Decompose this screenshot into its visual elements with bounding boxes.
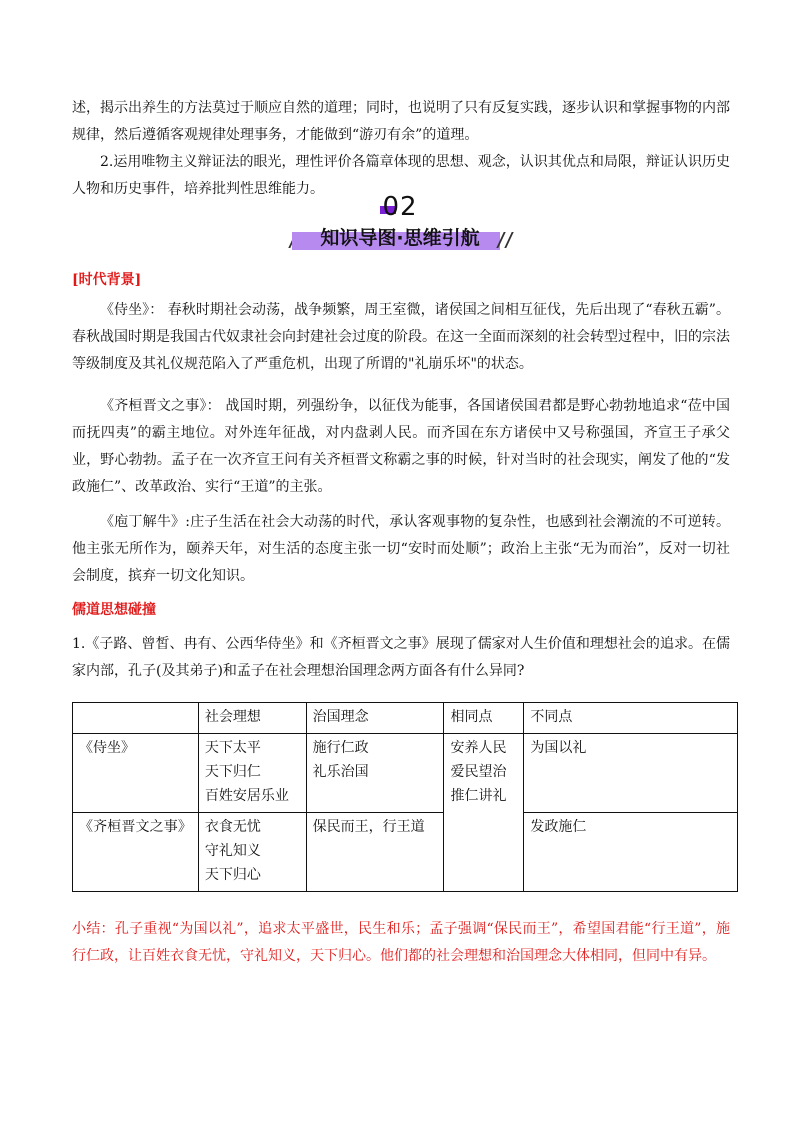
cell-text: 施行仁政 (312, 740, 369, 756)
table-header-cell: 相同点 (444, 703, 524, 734)
intro-paragraph-2: 2.运用唯物主义辩证法的眼光，理性评价各篇章体现的思想、观念，认识其优点和局限，辩证认识历史人物和历史事件，培养批判性思维能力。 (72, 154, 730, 197)
table-cell-policy (306, 734, 444, 813)
table-row (73, 813, 738, 892)
banner-title: 知识导图·思维引航 (320, 227, 480, 249)
cell-text: 发政施仁 (530, 819, 587, 835)
summary-text: 小结：孔子重视“为国以礼”，追求太平盛世，民生和乐；孟子强调“保民而王”，希望国君能“行王道”，施行仁政，让百姓衣食无忧，守礼知义，天下归心。他们都的社会理想和治国理念大体相同，但同中有异。 (72, 921, 730, 964)
cell-text: 爱民望治 (450, 764, 507, 780)
table-cell-ideal (198, 734, 306, 813)
table-cell-policy (306, 813, 444, 892)
cell-text: 衣食无忧 (204, 819, 261, 835)
cell-text: 保民而王，行王道 (312, 819, 425, 835)
table-row (73, 734, 738, 813)
confucian-question: 1.《子路、曾皙、冉有、公西华侍坐》和《齐桓晋文之事》展现了儒家对人生价值和理想社会的追求。在儒家内部，孔子(及其弟子)和孟子在社会理想治国理念两方面各有什么异同? (72, 636, 730, 679)
cell-text: 礼乐治国 (312, 764, 369, 780)
table-header-row (73, 703, 738, 734)
table-cell-common (444, 734, 524, 892)
cell-text: 天下归仁 (204, 764, 261, 780)
intro-paragraph-1: 述，揭示出养生的方法莫过于顺应自然的道理；同时，也说明了只有反复实践，逐步认识和掌握事物的内部规律，然后遵循客观规律处理事务，才能做到“游刃有余”的道理。 (72, 100, 730, 143)
table-header-cell: 社会理想 (198, 703, 306, 734)
table-header-cell: 不同点 (524, 703, 738, 734)
table-cell-name (73, 734, 199, 813)
banner-number: 02 (382, 192, 418, 222)
cell-text: 《侍坐》 (79, 740, 135, 756)
comparison-table (72, 702, 738, 892)
cell-text: 天下太平 (204, 740, 261, 756)
table-header-cell (73, 703, 199, 734)
cell-text: 为国以礼 (530, 740, 587, 756)
section-banner (0, 192, 800, 260)
background-heading: [时代背景] (72, 272, 142, 288)
confucian-heading: 儒道思想碰撞 (72, 602, 156, 618)
table-cell-ideal (198, 813, 306, 892)
table-header-cell: 治国理念 (306, 703, 444, 734)
cell-text: 百姓安居乐业 (204, 788, 289, 804)
table-cell-name (73, 813, 199, 892)
background-item-shizuo: 《侍坐》： 春秋时期社会动荡，战争频繁，周王室微，诸侯国之间相互征伐，先后出现了“春秋五霸”。春秋战国时期是我国古代奴隶社会向封建社会过度的阶段。在这一全面而深刻的社会转型过程中，旧的宗法等级制度及其礼仪规范陷入了严重危机，出现了所谓的"礼崩乐坏"的状态。 (72, 302, 730, 372)
background-item-qihuan: 《齐桓晋文之事》： 战国时期，列强纷争，以征伐为能事，各国诸侯国君都是野心勃勃地追求“莅中国而抚四夷”的霸主地位。对外连年征战，对内盘剥人民。而齐国在东方诸侯中又号称强国，齐宣王子承父业，野心勃勃。孟子在一次齐宣王问有关齐桓晋文称霸之事的时候，针对当时的社会现实，阐发了他的“发政施仁”、改革政治、实行“王道”的主张。 (72, 398, 730, 495)
cell-text: 推仁讲礼 (450, 788, 507, 804)
cell-text: 安养人民 (450, 740, 507, 756)
background-item-paoding: 《庖丁解牛》:庄子生活在社会大动荡的时代，承认客观事物的复杂性，也感到社会潮流的不可逆转。他主张无所作为，颐养天年，对生活的态度主张一切“安时而处顺”；政治上主张“无为而治”，反对一切社会制度，摈弃一切文化知识。 (72, 514, 730, 584)
cell-text: 《齐桓晋文之事》 (79, 819, 192, 835)
table-cell-diff (524, 813, 738, 892)
cell-text: 天下归心 (204, 867, 261, 883)
table-cell-diff (524, 734, 738, 813)
cell-text: 守礼知义 (204, 843, 261, 859)
